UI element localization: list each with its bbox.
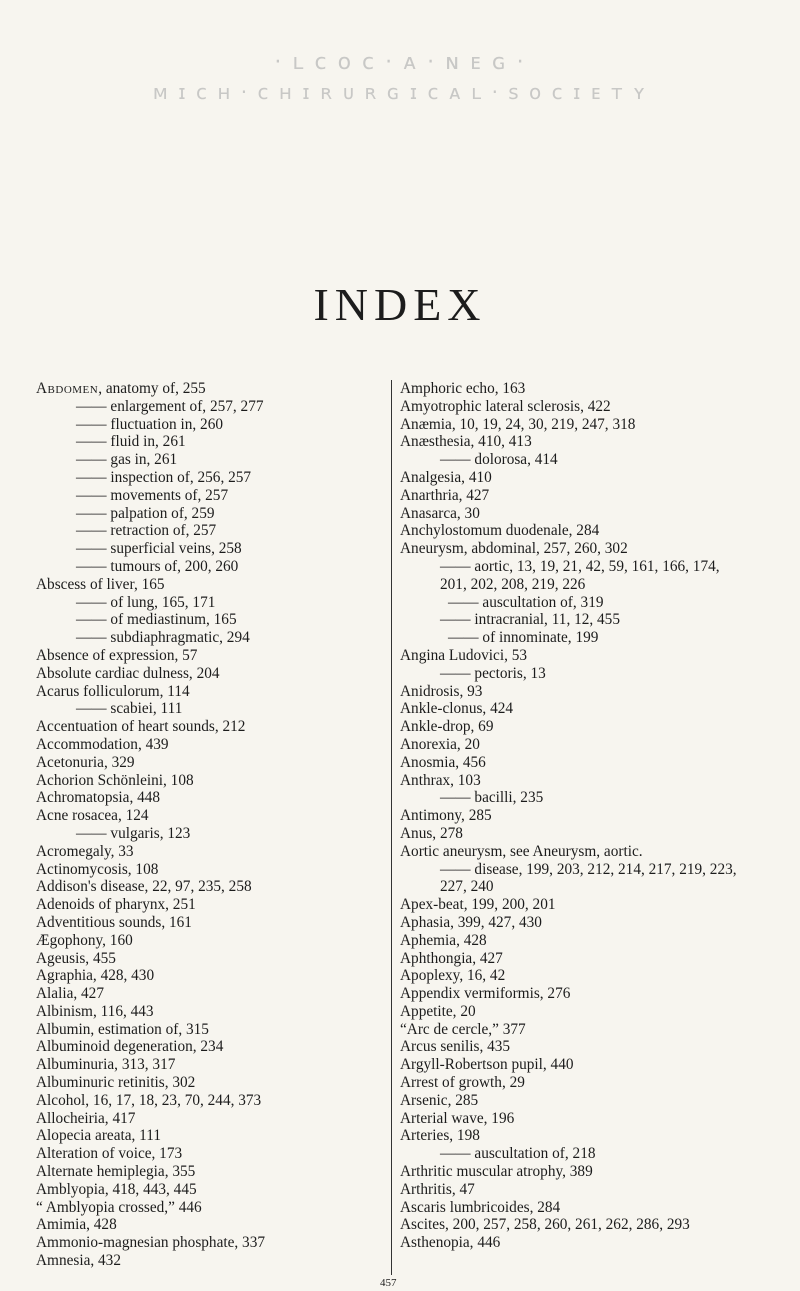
index-entry: Accentuation of heart sounds, 212 (36, 718, 246, 736)
index-entry: Absolute cardiac dulness, 204 (36, 664, 220, 682)
index-entry: —— bacilli, 235 (440, 789, 544, 807)
index-entry: Arthritis, 47 (400, 1180, 475, 1198)
index-entry: —— fluctuation in, 260 (76, 415, 224, 433)
index-entry: Alteration of voice, 173 (36, 1145, 183, 1163)
index-entry: Alternate hemiplegia, 355 (36, 1163, 196, 1181)
index-entry: Ammonio-magnesian phosphate, 337 (36, 1234, 265, 1252)
index-entry: Albumin, estimation of, 315 (36, 1020, 209, 1038)
index-entry: Achromatopsia, 448 (36, 789, 161, 807)
index-entry: —— of lung, 165, 171 (76, 593, 216, 611)
index-entry: Alcohol, 16, 17, 18, 23, 70, 244, 373 (36, 1091, 262, 1109)
index-entry: Amimia, 428 (36, 1216, 117, 1234)
index-entry: Albuminuric retinitis, 302 (36, 1074, 196, 1092)
index-entry: Aneurysm, abdominal, 257, 260, 302 (400, 540, 628, 558)
index-entry: —— inspection of, 256, 257 (76, 468, 252, 486)
index-entry: —— superficial veins, 258 (76, 540, 242, 558)
index-entry: Anorexia, 20 (400, 735, 480, 753)
library-stamp-line-2: ᴍ ɪ ᴄ ʜ · ᴄ ʜ ɪ ʀ ᴜ ʀ ɢ ɪ ᴄ ᴀ ʟ · s ᴏ ᴄ ɪ ᴇ ᴛ ʏ (152, 80, 648, 104)
index-entry: Aortic aneurysm, see Aneurysm, aortic. (400, 842, 643, 860)
index-entry: Anidrosis, 93 (400, 682, 483, 700)
index-entry: Alalia, 427 (36, 985, 104, 1003)
index-entry: —— subdiaphragmatic, 294 (76, 629, 250, 647)
index-entry: —— vulgaris, 123 (76, 824, 191, 842)
index-entry: Ankle-drop, 69 (400, 718, 494, 736)
index-entry: Albinism, 116, 443 (36, 1002, 154, 1020)
index-entry: Ascaris lumbricoides, 284 (400, 1198, 561, 1216)
index-entry: —— aortic, 13, 19, 21, 42, 59, 161, 166, 174, 201, 202, 208, 219, 226 (440, 557, 720, 593)
index-entry: Aphasia, 399, 427, 430 (400, 913, 542, 931)
index-entry: —— auscultation of, 218 (440, 1145, 596, 1163)
page-number: 457 (380, 1277, 397, 1289)
index-entry: Arrest of growth, 29 (400, 1074, 525, 1092)
index-entry: —— palpation of, 259 (76, 504, 215, 522)
index-entry: Angina Ludovici, 53 (400, 646, 528, 664)
index-entry: —— tumours of, 200, 260 (76, 557, 239, 575)
index-entry: —— gas in, 261 (76, 451, 178, 469)
index-entry: —— enlargement of, 257, 277 (76, 397, 264, 415)
index-entry: Anchylostomum duodenale, 284 (400, 522, 600, 540)
index-entry: Arcus senilis, 435 (400, 1038, 511, 1056)
index-entry: Anthrax, 103 (400, 771, 481, 789)
index-entry: Accommodation, 439 (36, 735, 169, 753)
column-divider (391, 380, 392, 1275)
index-entry: Arsenic, 285 (400, 1091, 479, 1109)
index-entry: Arterial wave, 196 (400, 1109, 515, 1127)
index-entry: Absence of expression, 57 (36, 646, 198, 664)
index-entry: —— fluid in, 261 (76, 433, 186, 451)
index-column-left (36, 380, 381, 1270)
index-entry: Adenoids of pharynx, 251 (36, 896, 196, 914)
index-entry: Abscess of liver, 165 (36, 575, 165, 593)
index-entry: Ægophony, 160 (36, 931, 133, 949)
index-entry: Agraphia, 428, 430 (36, 967, 155, 985)
index-entry: Albuminoid degeneration, 234 (36, 1038, 224, 1056)
index-entry: Anosmia, 456 (400, 753, 486, 771)
index-entry: Ascites, 200, 257, 258, 260, 261, 262, 286, 293 (400, 1216, 690, 1234)
index-entry: Acarus folliculorum, 114 (36, 682, 190, 700)
index-entry: Anarthria, 427 (400, 486, 490, 504)
index-entry: —— of innominate, 199 (448, 629, 599, 647)
index-entry: Acne rosacea, 124 (36, 807, 149, 825)
library-stamp-line-1: · ʟ ᴄ ᴏ ᴄ · ᴀ · ɴ ᴇ ɢ · (274, 50, 526, 75)
index-entry: Arthritic muscular atrophy, 389 (400, 1163, 593, 1181)
index-entry: Abdomen, anatomy of, 255 (36, 380, 206, 397)
index-entry: Appetite, 20 (400, 1002, 476, 1020)
index-entry: —— dolorosa, 414 (440, 451, 558, 469)
page-title: INDEX (313, 279, 487, 330)
index-entry: Aphthongia, 427 (400, 949, 503, 967)
index-entry: —— pectoris, 13 (440, 664, 546, 682)
index-entry: “Arc de cercle,” 377 (400, 1020, 526, 1038)
index-entry: Actinomycosis, 108 (36, 860, 159, 878)
index-entry: Acromegaly, 33 (36, 842, 134, 860)
index-entry: Appendix vermiformis, 276 (400, 985, 571, 1003)
index-entry: Anasarca, 30 (400, 504, 480, 522)
index-entry: “ Amblyopia crossed,” 446 (36, 1198, 202, 1216)
index-entry: Acetonuria, 329 (36, 753, 135, 771)
index-entry: Anæmia, 10, 19, 24, 30, 219, 247, 318 (400, 415, 636, 433)
index-entry: Antimony, 285 (400, 807, 492, 825)
index-entry: Apoplexy, 16, 42 (400, 967, 506, 985)
index-entry: —— retraction of, 257 (76, 522, 217, 540)
index-entry: —— movements of, 257 (76, 486, 229, 504)
index-entry: —— disease, 199, 203, 212, 214, 217, 219, 223, 227, 240 (440, 860, 737, 896)
index-entry: Amnesia, 432 (36, 1252, 121, 1270)
index-entry: Albuminuria, 313, 317 (36, 1056, 176, 1074)
index-entry: Ankle-clonus, 424 (400, 700, 514, 718)
index-entry: Anæsthesia, 410, 413 (400, 433, 532, 451)
index-column-right (400, 380, 745, 1252)
index-entry: —— scabiei, 111 (76, 700, 183, 718)
index-entry: Alopecia areata, 111 (36, 1127, 161, 1145)
index-entry: Ageusis, 455 (36, 949, 116, 967)
index-entry: —— intracranial, 11, 12, 455 (440, 611, 620, 629)
index-entry: Allocheiria, 417 (36, 1109, 136, 1127)
index-entry: Arteries, 198 (400, 1127, 480, 1145)
index-entry: Amphoric echo, 163 (400, 380, 526, 397)
index-entry: Amblyopia, 418, 443, 445 (36, 1180, 197, 1198)
index-entry: —— of mediastinum, 165 (76, 611, 237, 629)
index-entry: Analgesia, 410 (400, 468, 492, 486)
index-entry: Amyotrophic lateral sclerosis, 422 (400, 397, 611, 415)
index-entry: Addison's disease, 22, 97, 235, 258 (36, 878, 252, 896)
index-entry: Apex-beat, 199, 200, 201 (400, 896, 556, 914)
index-entry: Aphemia, 428 (400, 931, 487, 949)
index-entry: —— auscultation of, 319 (448, 593, 604, 611)
index-entry: Argyll-Robertson pupil, 440 (400, 1056, 574, 1074)
index-entry: Anus, 278 (400, 824, 463, 842)
index-entry: Asthenopia, 446 (400, 1234, 501, 1252)
index-entry: Achorion Schönleini, 108 (36, 771, 194, 789)
index-entry: Adventitious sounds, 161 (36, 913, 192, 931)
